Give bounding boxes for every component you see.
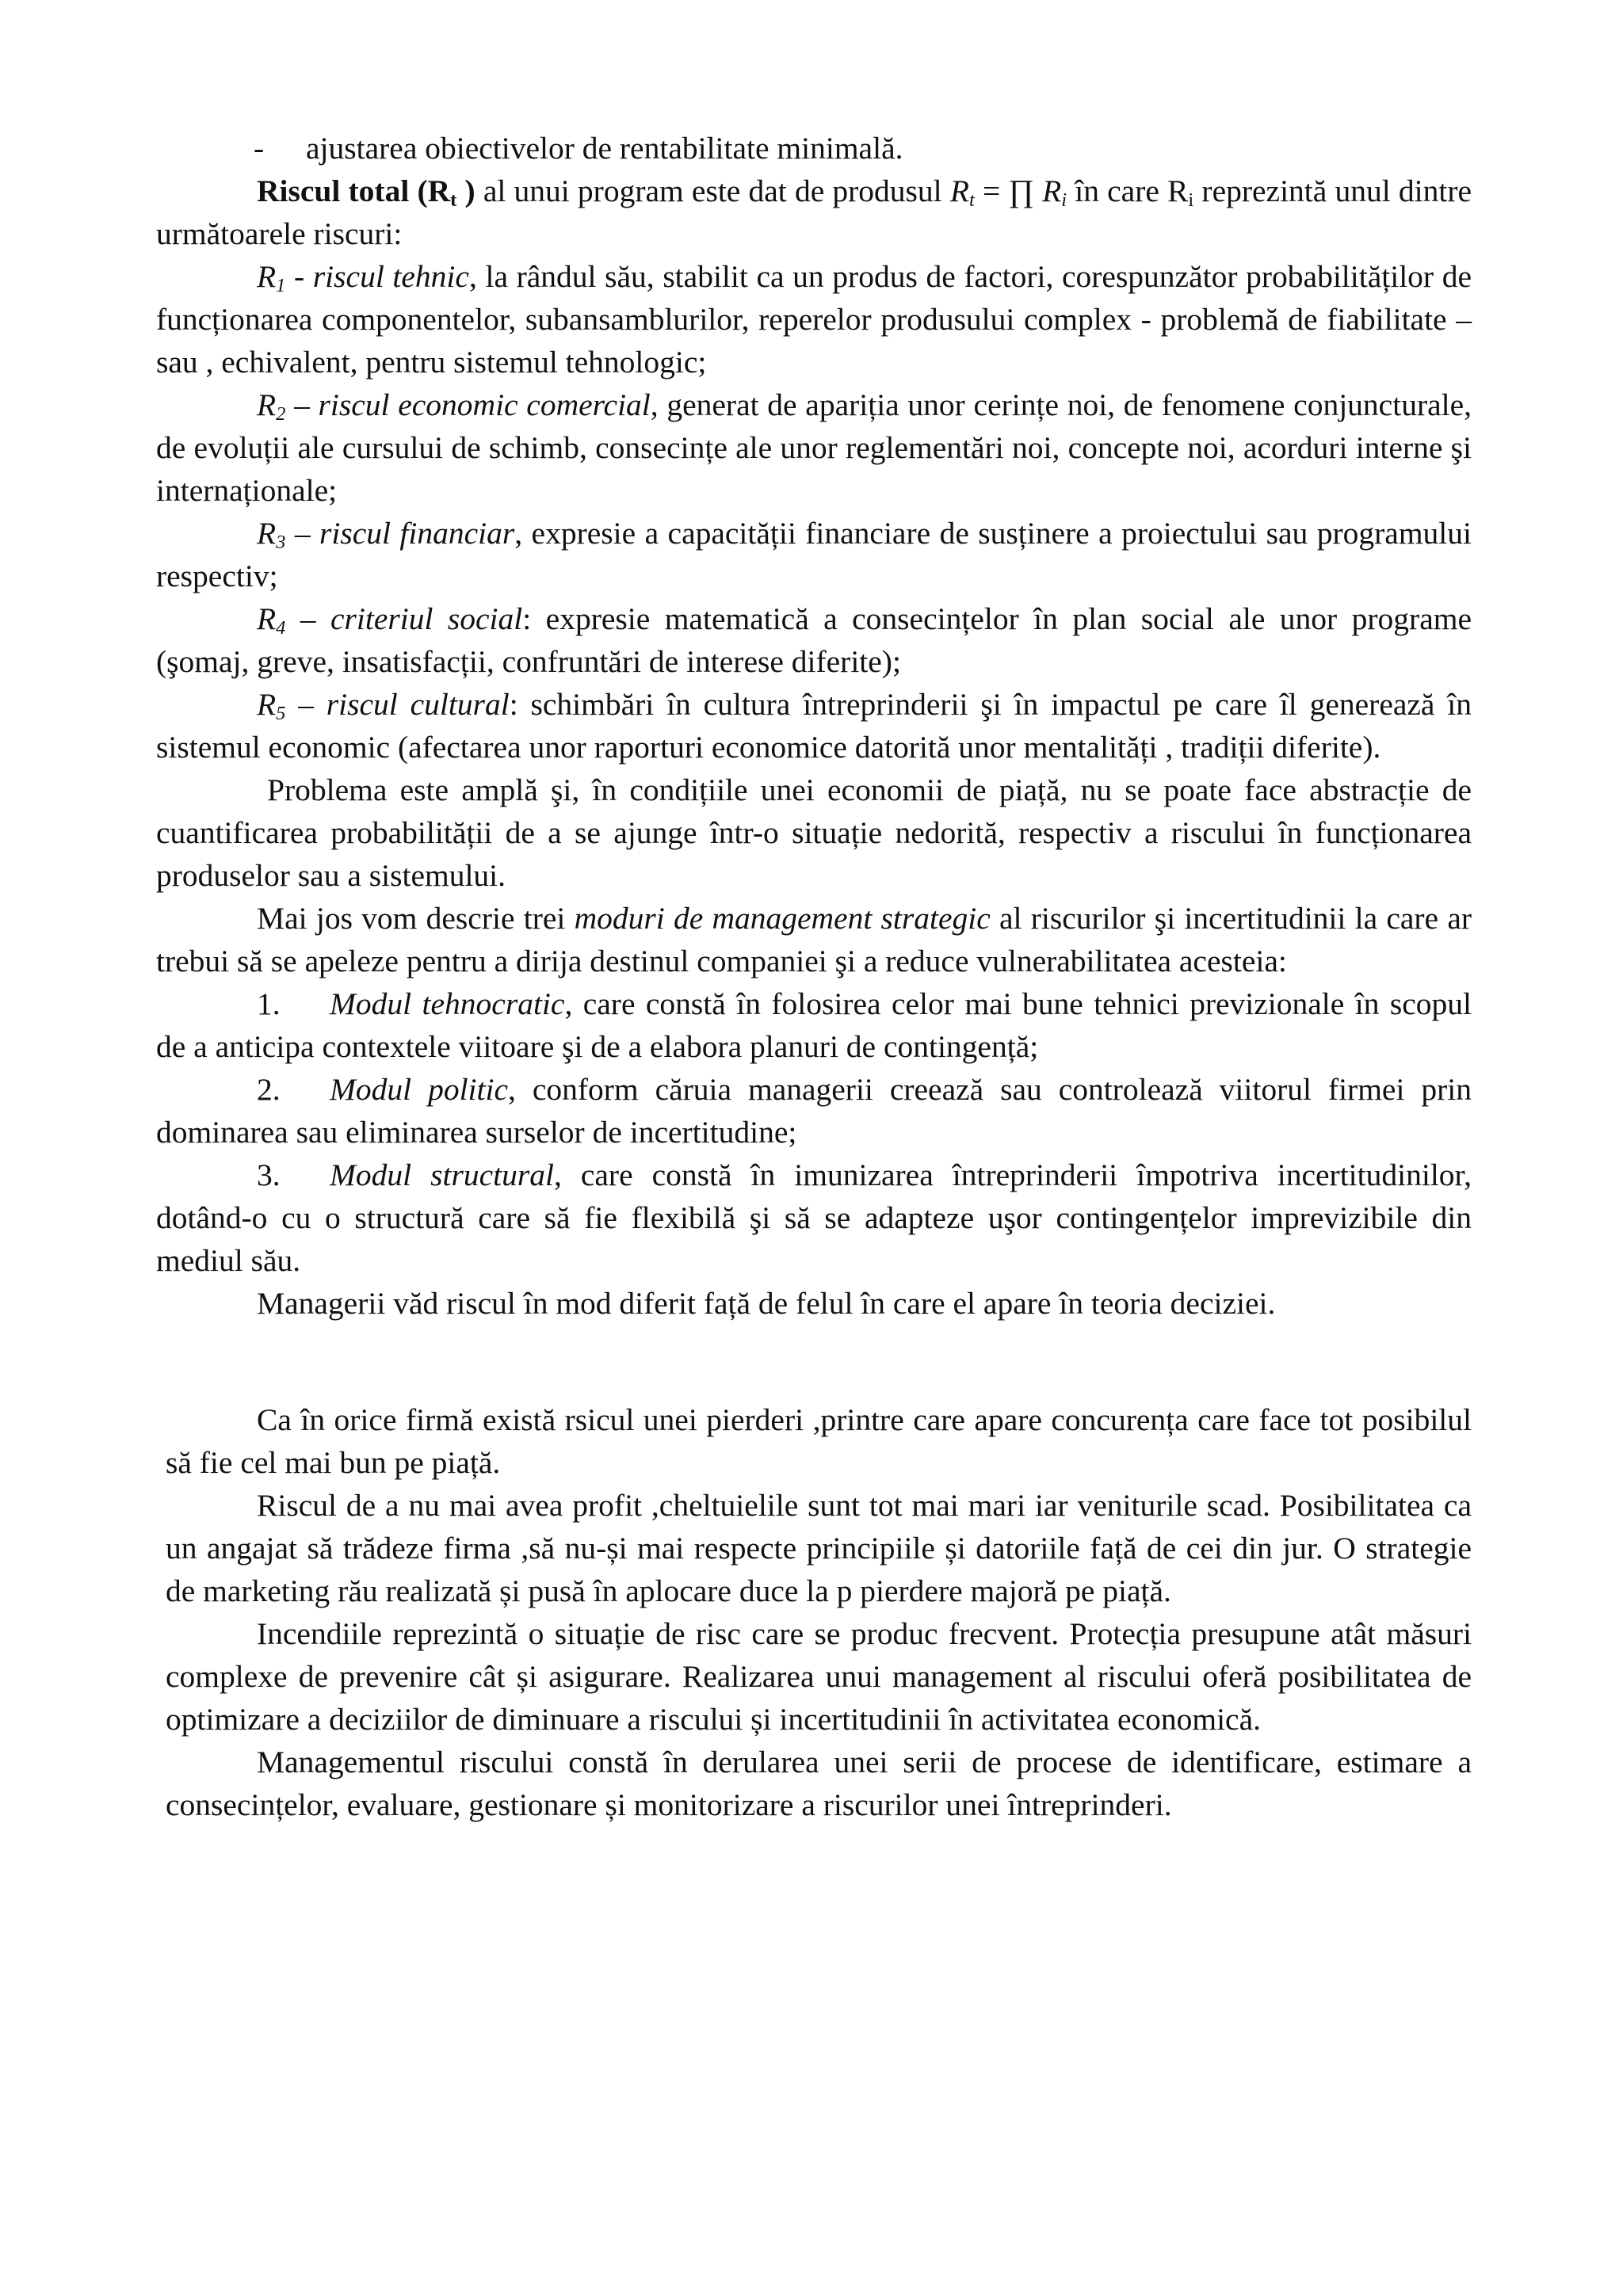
closing-paragraph: Managementul riscului constă în derularea unei serii de procese de identificare, estimare a consecințelor, evaluare, gestionare și monitorizare a riscurilor unei întreprinderi. — [166, 1745, 1472, 1822]
closing-paragraph: Ca în orice firmă există rsicul unei pierderi ,printre care apare concurența care face tot posibilul să fie cel mai bun pe piață. — [166, 1402, 1472, 1480]
managers-paragraph: Managerii văd riscul în mod diferit față de felul în care el apare în teoria deciziei. — [257, 1286, 1276, 1321]
risk-name: $R_1$ - riscul tehnic — [257, 259, 469, 297]
mode-name: Modul tehnocratic — [330, 986, 565, 1021]
risk-name: $R_4$ – criteriul social — [257, 601, 523, 639]
risk-description: : schimbări în cultura întreprinderii şi în impactul pe care îl generează în sistemul economic (afectarea unor raporturi economice datorită unor mentalități , tradiții diferite). — [156, 687, 1472, 765]
mode-number: 2. — [257, 1072, 281, 1107]
mode-description: , conform căruia managerii creează sau controlează viitorul firmei prin dominarea sau eliminarea surselor de incertitudine; — [156, 1072, 1472, 1150]
mode-number: 1. — [257, 986, 281, 1021]
mode-name: Modul politic — [330, 1072, 508, 1107]
total-risk-label: Riscul total ($R_t$ ) — [257, 174, 475, 212]
risk-name: $R_5$ – riscul cultural — [257, 687, 510, 725]
mode-item — [156, 1068, 1472, 1154]
problem-paragraph: Problema este amplă şi, în condițiile unei economii de piață, nu se poate face abstracție de cuantificarea probabilității de a se ajunge într-o situație nedorită, respectiv a riscului în funcționarea produselor sau a sistemului. — [156, 772, 1472, 893]
risk-description: : expresie matematică a consecințelor în plan social ale unor programe (şomaj, greve, insatisfacții, confruntări de interese diferite); — [156, 601, 1472, 679]
risk-item — [156, 683, 1472, 769]
mode-item — [156, 1154, 1472, 1282]
total-risk-paragraph: Riscul total ($R_t$ ) al unui program este dat de produsul $R_t$ = ∏ $R_i$ în care $R_i$ reprezintă unul dintre următoarele riscuri: — [156, 174, 1472, 251]
risk-item — [156, 255, 1472, 383]
risk-name: $R_3$ – riscul financiar — [257, 516, 515, 554]
document-body-upper — [156, 127, 1472, 1325]
dash-marker: - — [254, 131, 265, 166]
risk-description: , expresie a capacității financiare de susținere a proiectului sau programului respectiv; — [156, 516, 1472, 593]
mode-description: , care constă în imunizarea întreprinderii împotriva incertitudinilor, dotând-o cu o structură care să fie flexibilă şi să se adapteze uşor contingențelor imprevizibile din mediul său. — [156, 1158, 1472, 1278]
dash-item-text: ajustarea obiectivelor de rentabilitate minimală. — [306, 131, 903, 166]
risk-item — [156, 383, 1472, 512]
document-body-lower — [156, 1398, 1472, 1826]
dash-list-item — [156, 127, 1472, 170]
total-risk-formula: $R_t$ — [949, 174, 975, 212]
mode-name: Modul structural — [330, 1158, 554, 1192]
mode-number: 3. — [257, 1158, 281, 1192]
risk-name: $R_2$ – riscul economic comercial — [257, 387, 651, 425]
modes-intro-paragraph: Mai jos vom descrie trei moduri de management strategic al riscurilor şi incertitudinii la care ar trebui să se apeleze pentru a dirija destinul companiei şi a reduce vulnerabilitatea acesteia: — [156, 901, 1472, 978]
closing-paragraph: Incendiile reprezintă o situație de risc care se produc frecvent. Protecția presupune atât măsuri complexe de prevenire cât și asigurare. Realizarea unui management al riscului oferă posibilitatea de optimizare a deciziilor de diminuare a riscului și incertitudinii în activitatea economică. — [166, 1616, 1472, 1737]
modes-intro-emphasis: moduri de management strategic — [574, 901, 991, 936]
mode-item — [156, 982, 1472, 1068]
risk-description: , la rândul său, stabilit ca un produs de factori, corespunzător probabilităților de funcționarea componentelor, subansamblurilor, reperelor produsului complex - problemă de fiabilitate – sau , echivalent, pentru sistemul tehnologic; — [156, 259, 1472, 379]
risk-description: , generat de apariția unor cerințe noi, de fenomene conjuncturale, de evoluții ale cursului de schimb, consecințe ale unor reglementări noi, concepte noi, acorduri interne şi internaționale; — [156, 387, 1472, 508]
mode-description: , care constă în folosirea celor mai bune tehnici previzionale în scopul de a anticipa contextele viitoare şi de a elabora planuri de contingență; — [156, 986, 1472, 1064]
risk-item — [156, 597, 1472, 683]
closing-paragraph: Riscul de a nu mai avea profit ,cheltuielile sunt tot mai mari iar veniturile scad. Posibilitatea ca un angajat să trădeze firma ,să nu-și mai respecte principiile și datoriile față de cei din jur. O strategie de marketing rău realizată și pusă în aplocare duce la p pierdere majoră pe piață. — [166, 1488, 1472, 1608]
risk-item — [156, 512, 1472, 597]
